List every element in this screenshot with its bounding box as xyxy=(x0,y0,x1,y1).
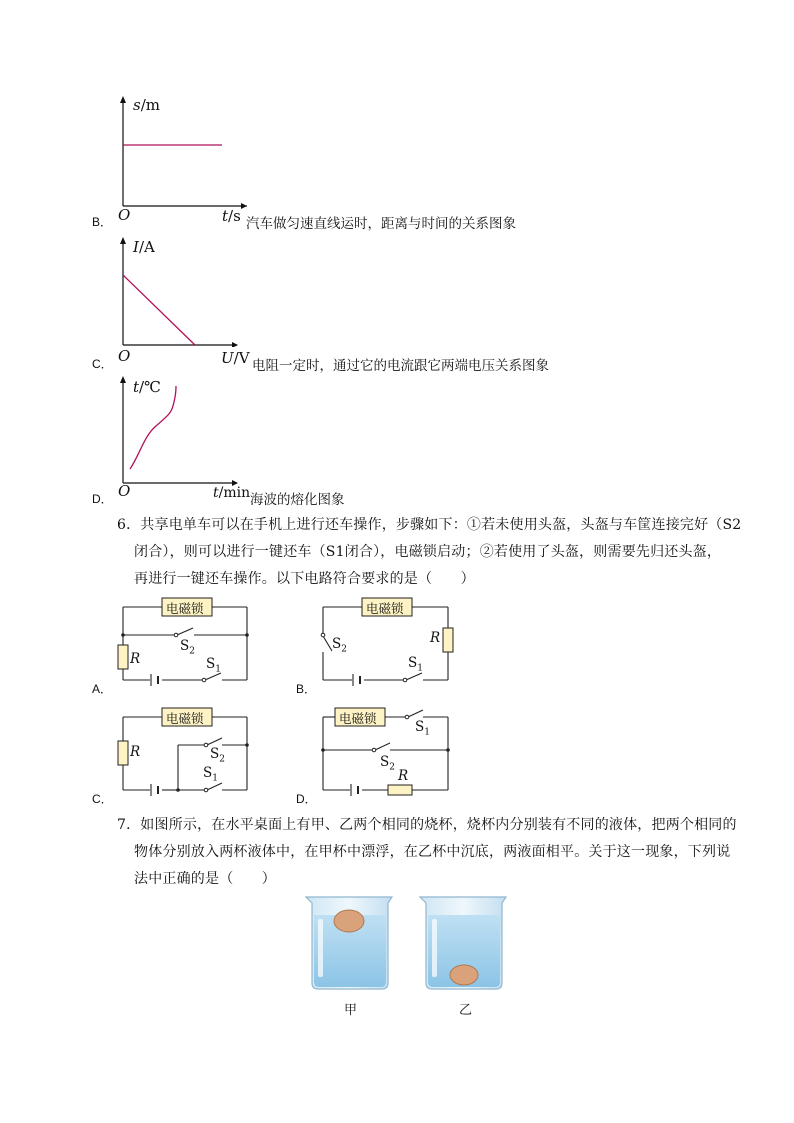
option-a6-letter: A． xyxy=(92,682,113,696)
circuit-d-s1: $S_1$ xyxy=(415,719,430,738)
circuit-d-s2: $S_2$ xyxy=(380,754,395,773)
option-c-letter: C． xyxy=(92,357,113,371)
beaker-left-label: 甲 xyxy=(344,1003,358,1018)
circuit-c-lock-label: 电磁锁 xyxy=(166,711,204,726)
graph-b-axes xyxy=(110,92,250,222)
q6-line-2: 闭合），则可以进行一键还车（S1闭合），电磁锁启动；②若使用了头盔，则需要先归还头盔， xyxy=(134,544,722,560)
beaker-right xyxy=(420,897,506,989)
circuit-d-lock-label: 电磁锁 xyxy=(339,711,377,726)
circuit-d-r: R xyxy=(398,768,409,784)
option-c6-letter: C． xyxy=(92,792,113,806)
resistor-r xyxy=(388,785,412,795)
graph-d-ylabel: t/℃ xyxy=(133,378,161,396)
graph-c-xlabel: U/V xyxy=(221,349,250,367)
circuit-c-s2: $S_2$ xyxy=(210,746,225,765)
circuit-b-lock-label: 电磁锁 xyxy=(366,601,404,616)
option-d-letter: D． xyxy=(92,492,113,506)
graph-c-origin: O xyxy=(118,347,131,365)
resistor-r xyxy=(443,628,453,652)
beaker-left xyxy=(306,897,392,989)
sunken-object xyxy=(450,965,478,985)
q7-line-1: 7．如图所示，在水平桌面上有甲、乙两个相同的烧杯，烧杯内分别装有不同的液体，把两个相同的 xyxy=(117,817,737,833)
resistor-r xyxy=(118,645,128,669)
graph-d-axes xyxy=(110,374,240,486)
graph-c-ylabel: I/A xyxy=(133,238,155,256)
circuit-a-lock-label: 电磁锁 xyxy=(166,601,204,616)
graph-b-caption: 汽车做匀速直线运时，距离与时间的关系图象 xyxy=(246,216,516,232)
graph-c-curve xyxy=(123,275,195,345)
graph-b-xlabel: t/s xyxy=(222,207,241,225)
circuit-a-s1: $S_1$ xyxy=(206,656,221,675)
circuit-b-s2: $S_2$ xyxy=(332,636,347,655)
graph-d-xlabel: t/min xyxy=(213,485,251,501)
graph-d-origin: O xyxy=(118,482,131,500)
q7-line-3: 法中正确的是（ ） xyxy=(134,871,276,887)
circuit-a-s2: $S_2$ xyxy=(180,638,195,657)
beaker-right-label: 乙 xyxy=(459,1003,473,1018)
floating-object xyxy=(334,910,364,932)
q6-line-1: 6．共享电单车可以在手机上进行还车操作，步骤如下：①若未使用头盔，头盔与车筐连接完好（S2 xyxy=(117,517,742,533)
beakers-figure xyxy=(300,893,515,998)
graph-d-caption: 海波的熔化图象 xyxy=(250,492,345,508)
resistor-r xyxy=(118,741,128,765)
graph-d-curve xyxy=(130,386,176,469)
circuit-c-s1: $S_1$ xyxy=(203,765,218,784)
q6-line-3: 再进行一键还车操作。以下电路符合要求的是（ ） xyxy=(134,571,475,587)
option-b6-letter: B． xyxy=(296,682,317,696)
circuit-b-s1: $S_1$ xyxy=(408,655,423,674)
q7-line-2: 物体分别放入两杯液体中，在甲杯中漂浮，在乙杯中沉底，两液面相平。关于这一现象，下列说 xyxy=(134,844,731,860)
circuit-a-r: R xyxy=(130,651,141,667)
graph-b-origin: O xyxy=(118,206,131,224)
graph-c-caption: 电阻一定时，通过它的电流跟它两端电压关系图象 xyxy=(252,358,549,374)
graph-c-axes xyxy=(110,235,240,347)
graph-b-ylabel: s/m xyxy=(133,96,160,114)
option-d6-letter: D． xyxy=(296,792,317,806)
circuit-b-r: R xyxy=(430,630,441,646)
option-b-letter: B． xyxy=(92,215,113,229)
circuit-c-r: R xyxy=(130,744,141,760)
